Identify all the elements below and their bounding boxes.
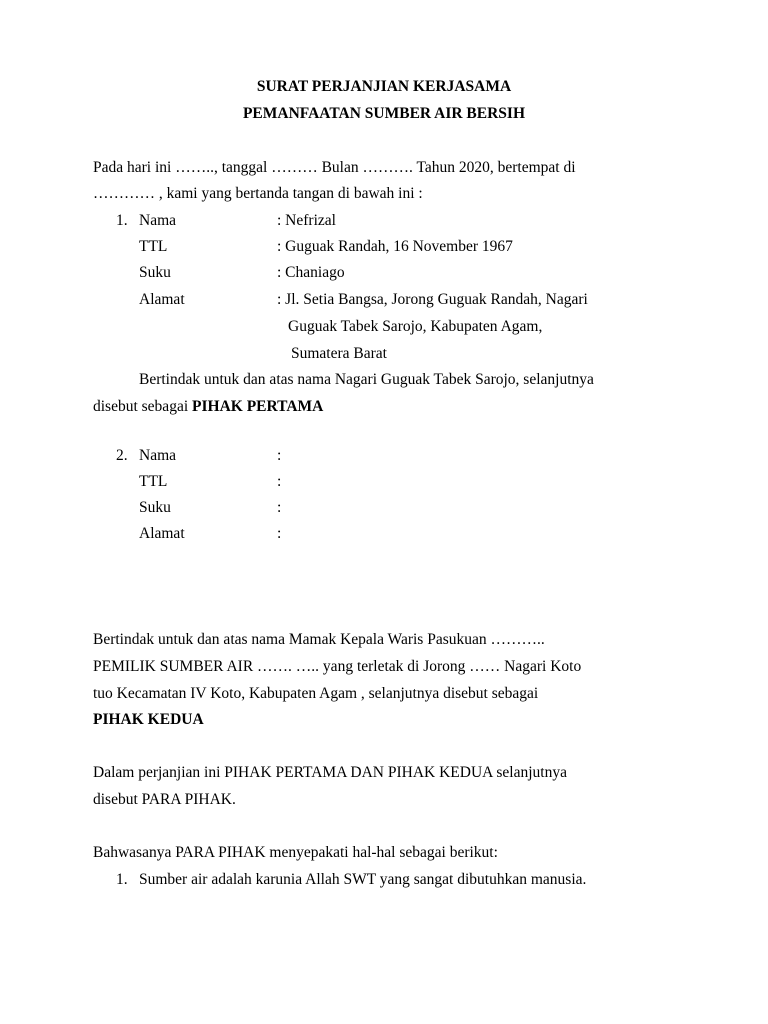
party2-nama-colon: : bbox=[277, 447, 282, 464]
party2-number: 2. bbox=[116, 447, 128, 464]
party2-suku-colon: : bbox=[277, 499, 282, 516]
party1-role-bold: PIHAK PERTAMA bbox=[192, 398, 324, 415]
intro-line-1: Pada hari ini …….., tanggal ……… Bulan ………. Tahun 2020, bertempat di bbox=[93, 159, 576, 176]
party1-alamat-value-3: Sumatera Barat bbox=[291, 345, 387, 362]
party2-alamat-colon: : bbox=[277, 525, 282, 542]
party2-ttl-colon: : bbox=[277, 473, 282, 490]
party1-role-line-2 bbox=[93, 399, 323, 415]
party2-suku-label: Suku bbox=[139, 499, 171, 516]
party1-nama-label: Nama bbox=[139, 212, 177, 229]
party1-alamat-value-1: : Jl. Setia Bangsa, Jorong Guguak Randah, Nagari bbox=[277, 291, 588, 308]
party1-ttl-value: : Guguak Randah, 16 November 1967 bbox=[277, 238, 513, 255]
para-pihak-line-1: Dalam perjanjian ini PIHAK PERTAMA DAN PIHAK KEDUA selanjutnya bbox=[93, 764, 567, 781]
party1-nama-value: : Nefrizal bbox=[277, 212, 336, 229]
party1-suku-label: Suku bbox=[139, 264, 171, 281]
agreement-item-text: Sumber air adalah karunia Allah SWT yang sangat dibutuhkan manusia. bbox=[139, 871, 587, 888]
party2-nama-label: Nama bbox=[139, 447, 177, 464]
party2-ttl-label: TTL bbox=[139, 473, 168, 490]
party1-suku-value: : Chaniago bbox=[277, 264, 345, 281]
party1-alamat-label: Alamat bbox=[139, 291, 185, 308]
document-title-line-2: PEMANFAATAN SUMBER AIR BERSIH bbox=[242, 105, 526, 122]
party1-number: 1. bbox=[116, 212, 128, 229]
party1-role-prefix: disebut sebagai bbox=[93, 398, 193, 415]
party2-role-line-2: PEMILIK SUMBER AIR ……. ….. yang terletak di Jorong …… Nagari Koto bbox=[93, 658, 582, 675]
agreement-item-number: 1. bbox=[116, 871, 128, 888]
intro-line-2: ………… , kami yang bertanda tangan di bawah ini : bbox=[93, 185, 423, 202]
para-pihak-line-2: disebut PARA PIHAK. bbox=[93, 791, 236, 808]
party2-role-line-4: PIHAK KEDUA bbox=[93, 711, 204, 728]
document-title-line-1: SURAT PERJANJIAN KERJASAMA bbox=[256, 78, 512, 95]
party1-role-line-1: Bertindak untuk dan atas nama Nagari Guguak Tabek Sarojo, selanjutnya bbox=[139, 371, 594, 388]
party1-alamat-value-2: Guguak Tabek Sarojo, Kabupaten Agam, bbox=[288, 318, 543, 335]
party2-role-line-1: Bertindak untuk dan atas nama Mamak Kepala Waris Pasukuan ……….. bbox=[93, 631, 545, 648]
party1-ttl-label: TTL bbox=[139, 238, 168, 255]
party2-alamat-label: Alamat bbox=[139, 525, 185, 542]
party2-role-line-3: tuo Kecamatan IV Koto, Kabupaten Agam , selanjutnya disebut sebagai bbox=[93, 685, 539, 702]
agreement-intro: Bahwasanya PARA PIHAK menyepakati hal-hal sebagai berikut: bbox=[93, 844, 498, 861]
